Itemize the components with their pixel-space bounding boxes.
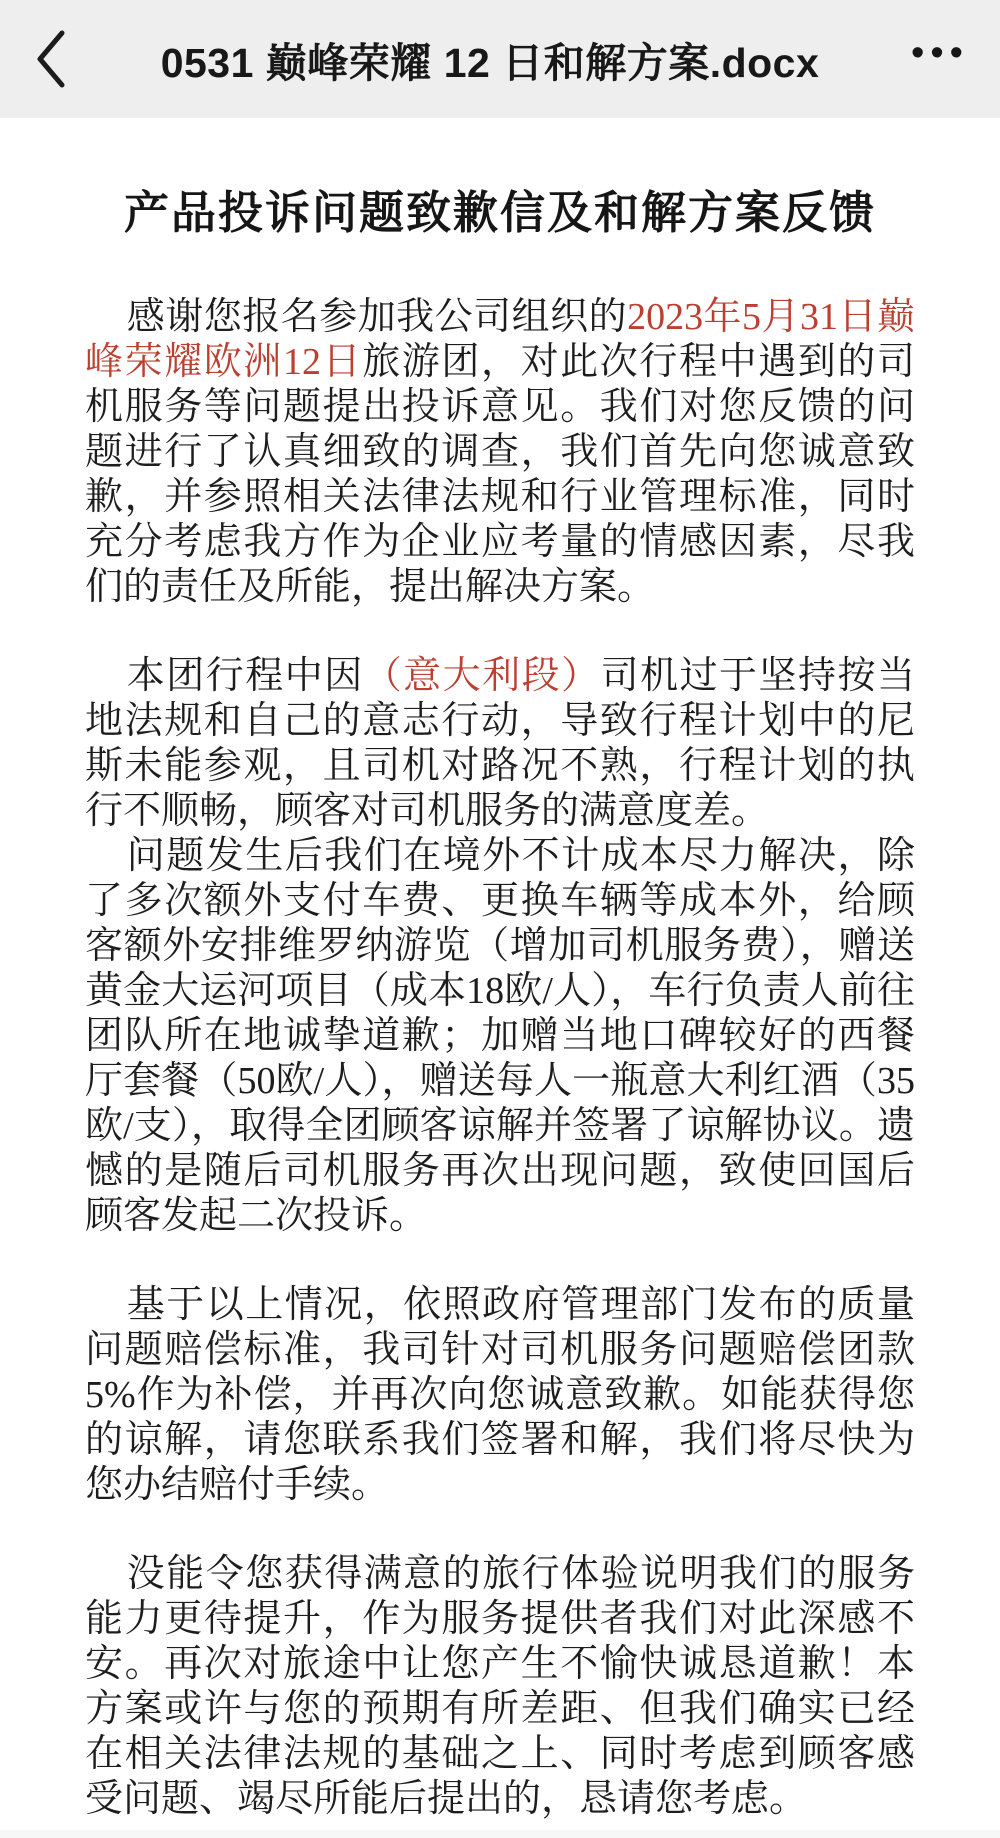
- file-title: 0531 巅峰荣耀 12 日和解方案.docx: [160, 39, 820, 86]
- page-bottom-edge: [0, 1830, 1000, 1838]
- body-text: 基于以上情况，依照政府管理部门发布的质量问题赔偿标准，我司针对司机服务问题赔偿团款5%作为补偿，并再次向您诚意致歉。如能获得您的谅解，请您联系我们签署和解，我们将尽快为您办结赔付手续。: [85, 1284, 915, 1506]
- back-icon: [33, 28, 67, 90]
- paragraph: [85, 834, 915, 1239]
- highlighted-text: 2023年5月31日巅峰荣耀欧洲12日: [85, 296, 915, 383]
- top-bar: [0, 0, 1000, 118]
- document-page: [0, 118, 1000, 1822]
- body-text: 问题发生后我们在境外不计成本尽力解决，除了多次额外支付车费、更换车辆等成本外，给顾客额外安排维罗纳游览（增加司机服务费），赠送黄金大运河项目（成本18欧/人），车行负责人前往团队所在地诚挚道歉；加赠当地口碑较好的西餐厅套餐（50欧/人），赠送每人一瓶意大利红酒（35欧/支），取得全团顾客谅解并签署了谅解协议。遗憾的是随后司机服务再次出现问题，致使回国后顾客发起二次投诉。: [85, 835, 915, 1237]
- body-text: 本团行程中因: [126, 655, 364, 697]
- body-text: 司机过于坚持按当地法规和自己的意志行动，导致行程计划中的尼斯未能参观，且司机对路况不熟，行程计划的执行不顺畅，顾客对司机服务的满意度差。: [85, 655, 915, 832]
- body-text: 没能令您获得满意的旅行体验说明我们的服务能力更待提升，作为服务提供者我们对此深感不安。再次对旅途中让您产生不愉快诚恳道歉！本方案或许与您的预期有所差距、但我们确实已经在相关法律法规的基础之上、同时考虑到顾客感受问题、竭尽所能后提出的，恳请您考虑。: [85, 1553, 915, 1820]
- more-button[interactable]: [880, 0, 1000, 118]
- paragraph: [85, 1552, 915, 1822]
- body-text: 感谢您报名参加我公司组织的: [126, 296, 628, 338]
- paragraph: [85, 1283, 915, 1508]
- highlighted-text: （意大利段）: [363, 655, 601, 697]
- paragraph: [85, 654, 915, 834]
- more-icon: •••: [911, 32, 969, 74]
- paragraph: [85, 295, 915, 610]
- body-text: 旅游团，对此次行程中遇到的司机服务等问题提出投诉意见。我们对您反馈的问题进行了认真细致的调查，我们首先向您诚意致歉，并参照相关法律法规和行业管理标准，同时充分考虑我方作为企业应考量的情感因素，尽我们的责任及所能，提出解决方案。: [85, 341, 915, 608]
- document-heading: 产品投诉问题致歉信及和解方案反馈: [123, 187, 876, 238]
- document-body: [85, 295, 915, 1822]
- back-button[interactable]: [0, 0, 100, 118]
